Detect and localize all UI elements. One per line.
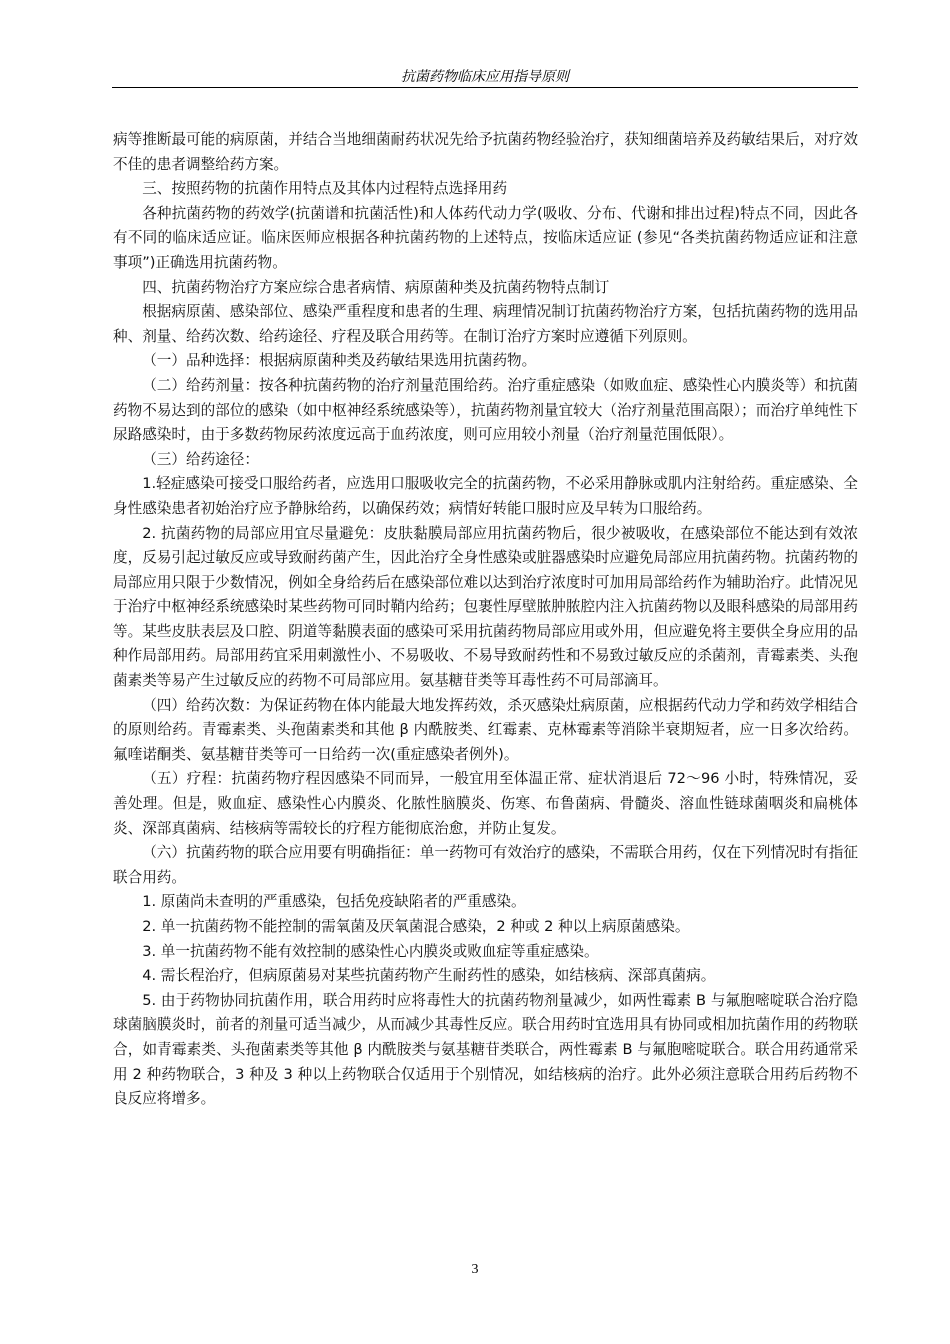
paragraph: 病等推断最可能的病原菌，并结合当地细菌耐药状况先给予抗菌药物经验治疗，获知细菌培养及药敏结果后，对疗效不佳的患者调整给药方案。 [113,131,858,173]
paragraph: 1.轻症感染可接受口服给药者，应选用口服吸收完全的抗菌药物，不必采用静脉或肌内注射给药。重症感染、全身性感染患者初始治疗应予静脉给药，以确保药效；病情好转能口服时应及早转为口服给药。 [113,475,858,517]
list-item: 5. 由于药物协同抗菌作用，联合用药时应将毒性大的抗菌药物剂量减少，如两性霉素 B 与氟胞嘧啶联合治疗隐球菌脑膜炎时，前者的剂量可适当减少，从而减少其毒性反应。联合用药时宜选用具有协同或相加抗菌作用的药物联合，如青霉素类、头孢菌素类等其他 β 内酰胺类与氨基糖苷类联合，两性霉素 B 与氟胞嘧啶联合。联合用药通常采用 2 种药物联合，3 种及 3 种以上药物联合仅适用于个别情况，如结核病的治疗。此外必须注意联合用药后药物不良反应将增多。 [113,991,858,1108]
paragraph: （五）疗程：抗菌药物疗程因感染不同而异，一般宜用至体温正常、症状消退后 72～96 小时，特殊情况，妥善处理。但是，败血症、感染性心内膜炎、化脓性脑膜炎、伤寒、布鲁菌病、骨髓炎、溶血性链球菌咽炎和扁桃体炎、深部真菌病、结核病等需较长的疗程方能彻底治愈，并防止复发。 [113,770,859,837]
document-body [113,128,858,1112]
list-item: 2. 单一抗菌药物不能控制的需氧菌及厌氧菌混合感染，2 种或 2 种以上病原菌感染。 [142,918,690,935]
section-heading: 三、按照药物的抗菌作用特点及其体内过程特点选择用药 [142,180,508,198]
header-rule [112,87,858,88]
paragraph: （一）品种选择：根据病原菌种类及药敏结果选用抗菌药物。 [142,352,537,370]
section-heading: 四、抗菌药物治疗方案应综合患者病情、病原菌种类及抗菌药物特点制订 [142,278,610,296]
paragraph: （四）给药次数：为保证药物在体内能最大地发挥药效，杀灭感染灶病原菌，应根据药代动力学和药效学相结合的原则给药。青霉素类、头孢菌素类和其他 β 内酰胺类、红霉素、克林霉素等消除半衰期短者，应一日多次给药。氟喹诺酮类、氨基糖苷类等可一日给药一次(重症感染者例外)。 [113,696,858,763]
list-item: 1. 原菌尚未查明的严重感染，包括免疫缺陷者的严重感染。 [142,893,526,911]
paragraph: 根据病原菌、感染部位、感染严重程度和患者的生理、病理情况制订抗菌药物治疗方案，包括抗菌药物的选用品种、剂量、给药次数、给药途径、疗程及联合用药等。在制订治疗方案时应遵循下列原则。 [113,303,858,345]
paragraph: （二）给药剂量：按各种抗菌药物的治疗剂量范围给药。治疗重症感染（如败血症、感染性心内膜炎等）和抗菌药物不易达到的部位的感染（如中枢神经系统感染等），抗菌药物剂量宜较大（治疗剂量范围高限）；而治疗单纯性下尿路感染时，由于多数药物尿药浓度远高于血药浓度，则可应用较小剂量（治疗剂量范围低限）。 [113,376,858,444]
paragraph: （六）抗菌药物的联合应用要有明确指征：单一药物可有效治疗的感染，不需联合用药，仅在下列情况时有指征联合用药。 [113,844,858,886]
paragraph: 2. 抗菌药物的局部应用宜尽量避免：皮肤黏膜局部应用抗菌药物后，很少被吸收，在感染部位不能达到有效浓度，反易引起过敏反应或导致耐药菌产生，因此治疗全身性感染或脏器感染时应避免局部应用抗菌药物。抗菌药物的局部应用只限于少数情况，例如全身给药后在感染部位难以达到治疗浓度时可加用局部给药作为辅助治疗。此情况见于治疗中枢神经系统感染时某些药物可同时鞘内给药；包裹性厚壁脓肿脓腔内注入抗菌药物以及眼科感染的局部用药等。某些皮肤表层及口腔、阴道等黏膜表面的感染可采用抗菌药物局部应用或外用，但应避免将主要供全身应用的品种作局部用药。局部用药宜采用刺激性小、不易吸收、不易导致耐药性和不易致过敏反应的杀菌剂，青霉素类、头孢菌素类等易产生过敏反应的药物不可局部应用。氨基糖苷类等耳毒性药不可局部滴耳。 [113,524,858,690]
running-header: 抗菌药物临床应用指导原则 [401,69,569,85]
paragraph: （三）给药途径： [142,450,259,468]
list-item: 4. 需长程治疗，但病原菌易对某些抗菌药物产生耐药性的感染，如结核病、深部真菌病。 [142,967,716,985]
list-item: 3. 单一抗菌药物不能有效控制的感染性心内膜炎或败血症等重症感染。 [142,942,599,960]
page-number: 3 [471,1262,479,1277]
paragraph: 各种抗菌药物的药效学(抗菌谱和抗菌活性)和人体药代动力学(吸收、分布、代谢和排出过程)特点不同，因此各有不同的临床适应证。临床医师应根据各种抗菌药物的上述特点，按临床适应证 (参见“各类抗菌药物适应证和注意事项”)正确选用抗菌药物。 [113,204,858,271]
